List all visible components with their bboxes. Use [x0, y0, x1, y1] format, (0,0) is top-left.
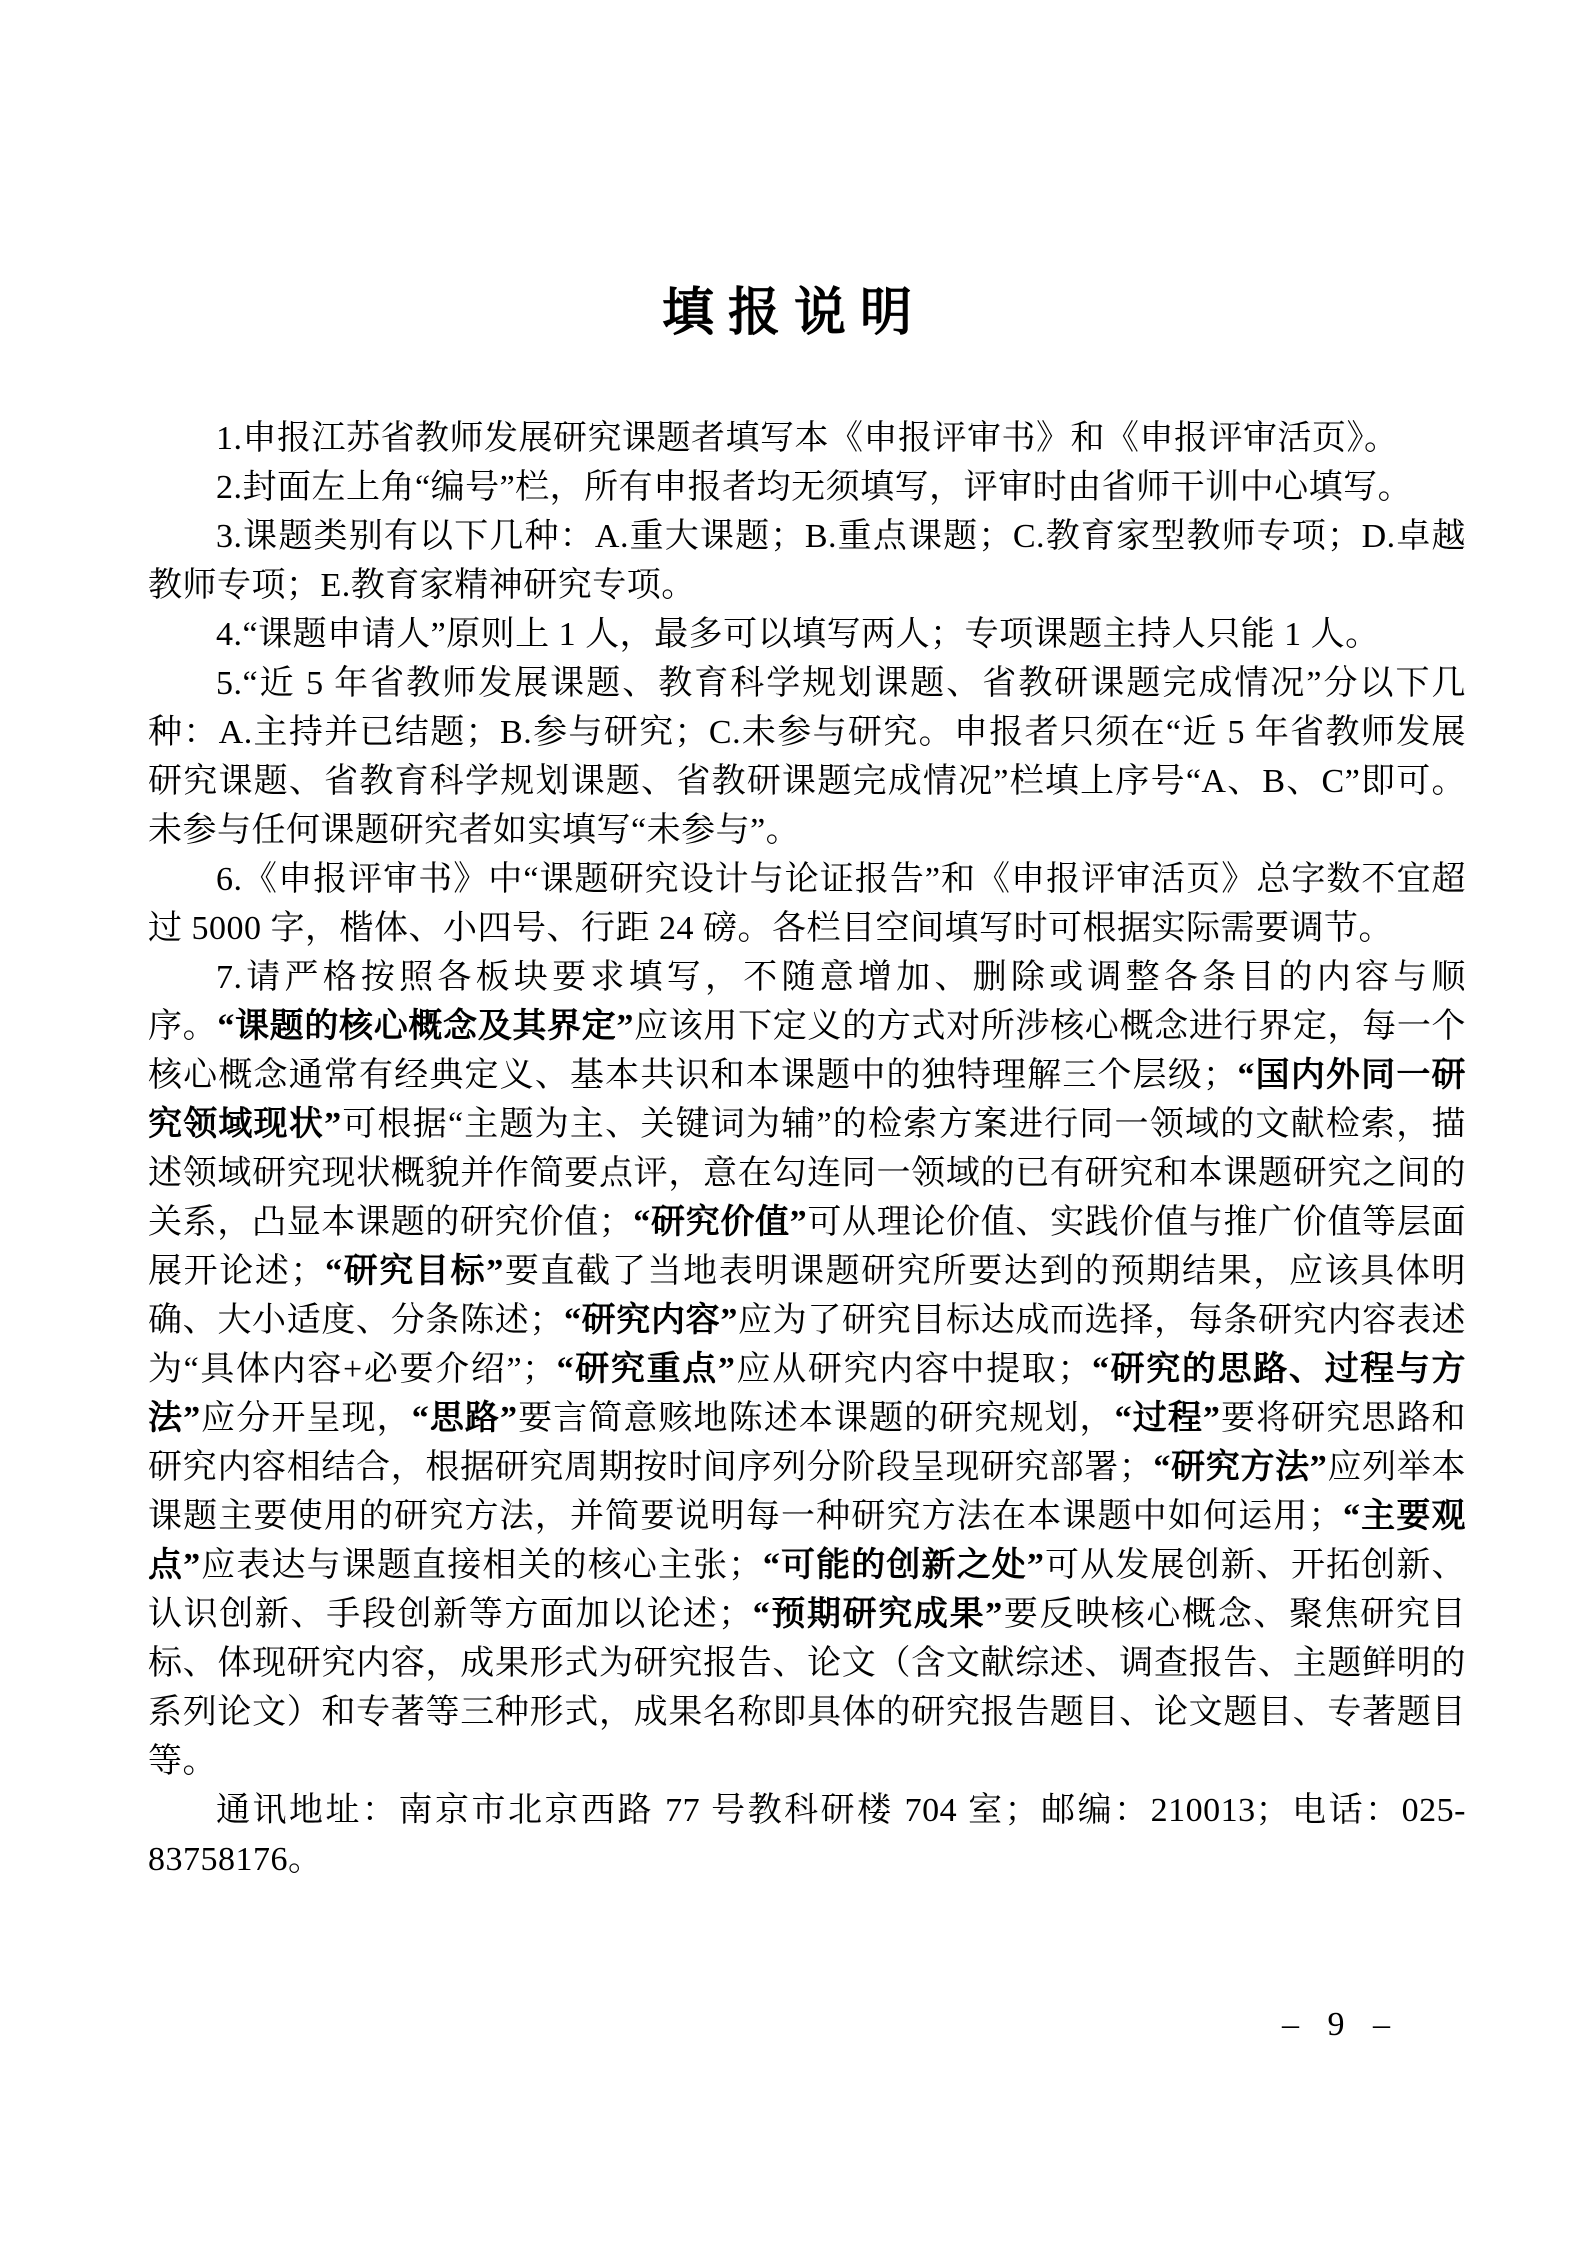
text-segment: 4.“课题申请人”原则上 1 人，最多可以填写两人；专项课题主持人只能 1 人。 [216, 616, 1380, 653]
contact-info [148, 1786, 1466, 1884]
emphasized-term: “课题的核心概念及其界定” [217, 1008, 634, 1045]
text-segment: 应分开呈现， [200, 1400, 412, 1437]
emphasized-term: “研究重点” [556, 1351, 736, 1388]
text-segment: 5.“近 5 年省教师发展课题、教育科学规划课题、省教研课题完成情况”分以下几种：A.主持并已结题；B.参与研究；C.未参与研究。申报者只须在“近 5 年省教师发展研究课题、省教育科学规划课题、省教研课题完成情况”栏填上序号“A、B、C”即可。未参与任何课题研究者如实填写“未参与”。 [148, 665, 1466, 849]
text-segment: 7.请严格按照各板块要求填写，不随意增加、删除或调整各条目的内容与顺序。 [148, 959, 1466, 1045]
text-segment: 3.课题类别有以下几种：A.重大课题；B.重点课题；C.教育家型教师专项；D.卓越教师专项；E.教育家精神研究专项。 [148, 518, 1466, 604]
emphasized-term: “研究目标” [325, 1253, 504, 1290]
text-segment: 应从研究内容中提取； [735, 1351, 1092, 1388]
text-segment: 2.封面左上角“编号”栏，所有申报者均无须填写，评审时由省师干训中心填写。 [216, 469, 1413, 506]
emphasized-term: “研究方法” [1153, 1449, 1328, 1486]
emphasized-term: “可能的创新之处” [762, 1547, 1045, 1584]
text-segment: 应为了研究目标达成而选择，每条研究内容表述为“具体内容+必要介绍”； [148, 1302, 1467, 1388]
text-segment: 要言简意赅地陈述本课题的研究规划， [517, 1400, 1115, 1437]
text-segment: 要将研究思路和研究内容相结合，根据研究周期按时间序列分阶段呈现研究部署； [148, 1400, 1467, 1486]
text-segment: 通讯地址：南京市北京西路 77 号教科研楼 704 室；邮编：210013；电话：025-83758176。 [148, 1792, 1466, 1878]
text-segment: 6.《申报评审书》中“课题研究设计与论证报告”和《申报评审活页》总字数不宜超过 5000 字，楷体、小四号、行距 24 磅。各栏目空间填写时可根据实际需要调节。 [148, 861, 1466, 947]
text-segment: 可根据“主题为主、关键词为辅”的检索方案进行同一领域的文献检索，描述领域研究现状概貌并作简要点评，意在勾连同一领域的已有研究和本课题研究之间的关系，凸显本课题的研究价值； [148, 1106, 1466, 1241]
page-number: – 9 – [1282, 2006, 1400, 2043]
instruction-6 [148, 855, 1466, 953]
emphasized-term: “主要观点” [148, 1498, 1467, 1584]
page-title: 填报说明 [661, 285, 926, 342]
emphasized-term: “过程” [1114, 1400, 1221, 1437]
instruction-7 [148, 953, 1466, 1786]
emphasized-term: “预期研究成果” [752, 1596, 1003, 1633]
instruction-5 [148, 659, 1466, 855]
instruction-2 [148, 463, 1466, 512]
instruction-1 [148, 414, 1466, 463]
text-segment: 可从理论价值、实践价值与推广价值等层面展开论述； [148, 1204, 1467, 1290]
emphasized-term: “研究内容” [563, 1302, 738, 1339]
text-segment: 可从发展创新、开拓创新、认识创新、手段创新等方面加以论述； [148, 1547, 1467, 1633]
instruction-4 [148, 610, 1466, 659]
instruction-3 [148, 512, 1466, 610]
emphasized-term: “国内外同一研究领域现状” [148, 1057, 1466, 1143]
instructions-body [148, 414, 1466, 1884]
text-segment: 应该用下定义的方式对所涉核心概念进行界定，每一个核心概念通常有经典定义、基本共识和本课题中的独特理解三个层级； [148, 1008, 1467, 1094]
emphasized-term: “研究的思路、过程与方法” [148, 1351, 1467, 1437]
text-segment: 要反映核心概念、聚焦研究目标、体现研究内容，成果形式为研究报告、论文（含文献综述、调查报告、主题鲜明的系列论文）和专著等三种形式，成果名称即具体的研究报告题目、论文题目、专著题目等。 [148, 1596, 1467, 1780]
text-segment: 应列举本课题主要使用的研究方法，并简要说明每一种研究方法在本课题中如何运用； [148, 1449, 1467, 1535]
text-segment: 应表达与课题直接相关的核心主张； [200, 1547, 763, 1584]
text-segment: 要直截了当地表明课题研究所要达到的预期结果，应该具体明确、大小适度、分条陈述； [148, 1253, 1467, 1339]
text-segment: 1.申报江苏省教师发展研究课题者填写本《申报评审书》和《申报评审活页》。 [216, 420, 1399, 457]
emphasized-term: “研究价值” [633, 1204, 808, 1241]
emphasized-term: “思路” [411, 1400, 518, 1437]
